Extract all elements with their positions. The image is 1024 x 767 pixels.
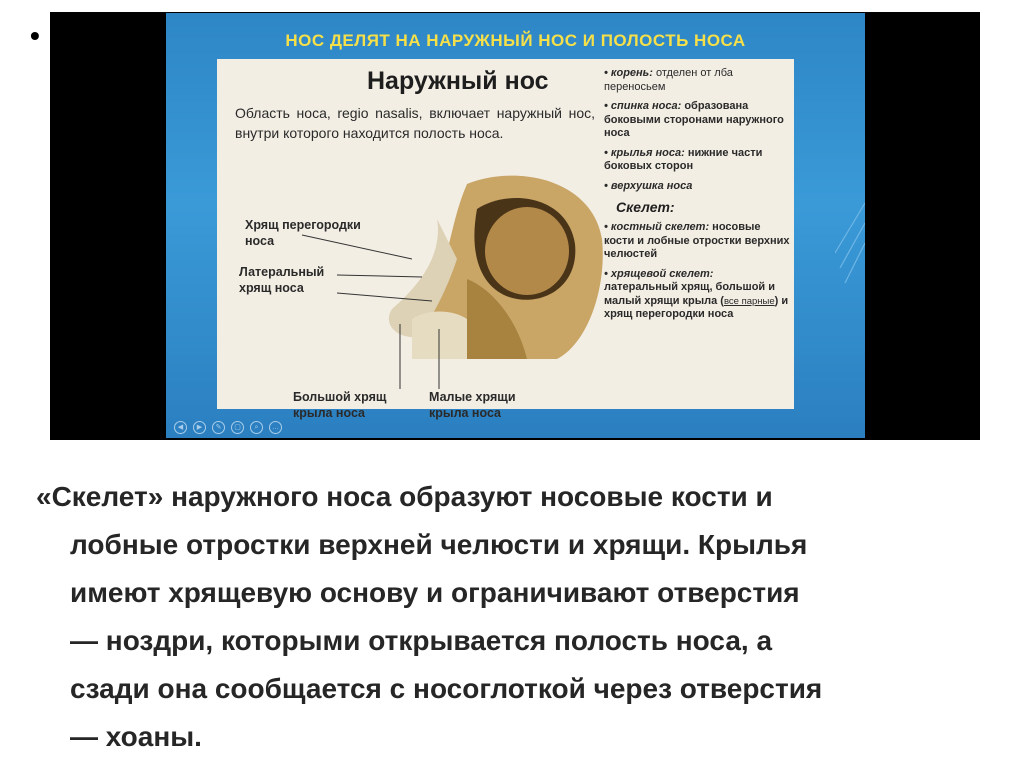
panel-intro: Область носа, regio nasalis, включает наружный нос, внутри которого находится полость носа. bbox=[235, 105, 595, 141]
slide-controls bbox=[174, 421, 282, 434]
slide-title: НОС ДЕЛЯТ НА НАРУЖНЫЙ НОС И ПОЛОСТЬ НОСА bbox=[285, 31, 746, 50]
label-lateral-cartilage: Латеральный хрящ носа bbox=[239, 265, 325, 295]
slides-icon[interactable]: ▢ bbox=[231, 421, 244, 434]
item-root: • корень: отделен от лба переносьем bbox=[604, 67, 733, 93]
skeleton-heading: Скелет: bbox=[616, 199, 675, 215]
more-icon[interactable]: … bbox=[269, 421, 282, 434]
previous-slide-icon[interactable]: ◀ bbox=[174, 421, 187, 434]
item-tip: • верхушка носа bbox=[604, 179, 693, 192]
zoom-icon[interactable]: ⌕ bbox=[250, 421, 263, 434]
label-septum-cartilage: Хрящ перегородки носа bbox=[245, 218, 361, 248]
next-slide-icon[interactable]: ▶ bbox=[193, 421, 206, 434]
caption-line: — ноздри, которыми открывается полость носа, а bbox=[70, 625, 773, 656]
item-wings: • крылья носа: нижние части боковых сторон bbox=[604, 146, 763, 172]
right-column bbox=[604, 67, 790, 328]
panel-heading: Наружный нос bbox=[367, 67, 549, 95]
item-bony-skeleton: • костный скелет: носовые кости и лобные отростки верхних челюстей bbox=[604, 221, 790, 260]
item-back: • спинка носа: образована боковыми сторонами наружного носа bbox=[604, 100, 784, 139]
caption-line: лобные отростки верхней челюсти и хрящи. Крылья bbox=[70, 529, 808, 560]
item-cartilage-skeleton: • хрящевой скелет: латеральный хрящ, большой и малый хрящи крыла (все парные) и хрящ перегородки носа bbox=[604, 267, 789, 320]
caption-paragraph bbox=[36, 473, 1006, 761]
slide-decoration bbox=[835, 193, 865, 313]
caption-line: — хоаны. bbox=[70, 721, 202, 752]
label-minor-alar-cartilages: Малые хрящи крыла носа bbox=[429, 390, 516, 420]
caption-line: «Скелет» наружного носа образуют носовые кости и bbox=[36, 481, 773, 512]
slide-content-panel bbox=[217, 59, 794, 420]
caption-line: сзади она сообщается с носоглоткой через отверстия bbox=[70, 673, 823, 704]
slide-image bbox=[166, 13, 865, 438]
bullet-mark: • bbox=[30, 20, 40, 51]
caption-line: имеют хрящевую основу и ограничивают отверстия bbox=[70, 577, 800, 608]
label-major-alar-cartilage: Большой хрящ крыла носа bbox=[293, 390, 387, 420]
pen-icon[interactable]: ✎ bbox=[212, 421, 225, 434]
